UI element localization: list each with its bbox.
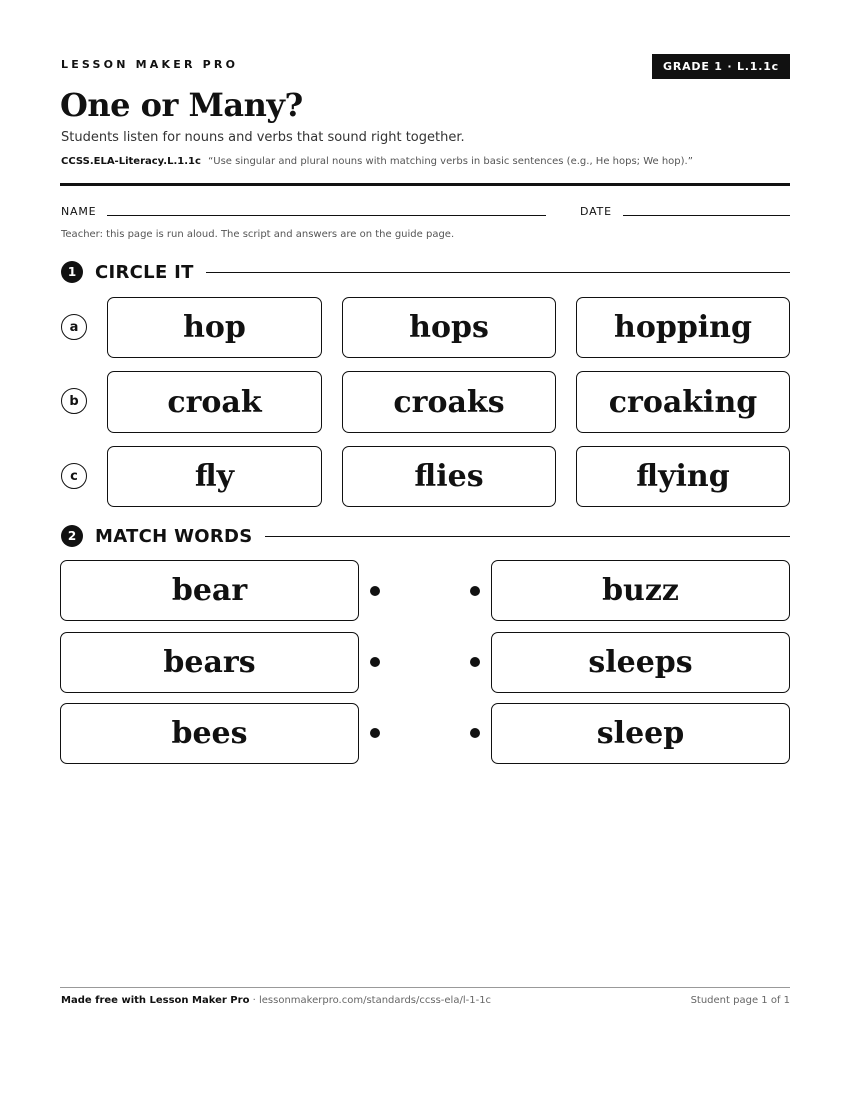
match-right-word[interactable]: buzz [491, 560, 790, 621]
section-2-number: 2 [61, 525, 83, 547]
teacher-note: Teacher: this page is run aloud. The script and answers are on the guide page. [61, 229, 455, 240]
circle-word[interactable]: croaking [576, 371, 790, 433]
page-title: One or Many? [60, 86, 303, 124]
row-letter-a: a [61, 314, 87, 340]
match-dot-right[interactable] [470, 728, 480, 738]
match-left-word[interactable]: bear [60, 560, 359, 621]
match-right-word[interactable]: sleep [491, 703, 790, 764]
footer-credit [61, 995, 491, 1006]
row-letter-b: b [61, 388, 87, 414]
match-left-word[interactable]: bears [60, 632, 359, 693]
match-dot-right[interactable] [470, 657, 480, 667]
grade-badge: GRADE 1 · L.1.1c [652, 54, 790, 79]
circle-word[interactable]: flies [342, 446, 556, 507]
footer-url[interactable]: · lessonmakerpro.com/standards/ccss-ela/l-1-1c [252, 995, 492, 1006]
match-dot-left[interactable] [370, 657, 380, 667]
circle-word[interactable]: fly [107, 446, 322, 507]
date-label: DATE [580, 205, 612, 218]
match-dot-left[interactable] [370, 728, 380, 738]
section-1-header [61, 260, 790, 284]
footer-page-number: Student page 1 of 1 [690, 995, 790, 1006]
circle-word[interactable]: croak [107, 371, 322, 433]
row-letter-c: c [61, 463, 87, 489]
page-subtitle: Students listen for nouns and verbs that sound right together. [61, 130, 465, 145]
name-field[interactable] [107, 215, 546, 216]
section-2-title: MATCH WORDS [95, 525, 253, 547]
header-divider [60, 183, 790, 186]
circle-word[interactable]: flying [576, 446, 790, 507]
circle-word[interactable]: hops [342, 297, 556, 358]
standard-line [61, 156, 693, 167]
section-2-rule [265, 536, 791, 537]
circle-word[interactable]: hopping [576, 297, 790, 358]
match-dot-left[interactable] [370, 586, 380, 596]
circle-word[interactable]: croaks [342, 371, 556, 433]
section-1-number: 1 [61, 261, 83, 283]
circle-word[interactable]: hop [107, 297, 322, 358]
match-right-word[interactable]: sleeps [491, 632, 790, 693]
footer-divider [60, 987, 790, 988]
name-label: NAME [61, 205, 97, 218]
match-left-word[interactable]: bees [60, 703, 359, 764]
section-1-title: CIRCLE IT [95, 261, 194, 283]
section-2-header [61, 524, 790, 548]
date-field[interactable] [623, 215, 790, 216]
section-1-rule [206, 272, 790, 273]
match-dot-right[interactable] [470, 586, 480, 596]
standard-quote: “Use singular and plural nouns with matching verbs in basic sentences (e.g., He hops; We hop).” [208, 156, 693, 167]
footer-made-with: Made free with Lesson Maker Pro [61, 995, 250, 1006]
standard-code: CCSS.ELA-Literacy.L.1.1c [61, 156, 201, 167]
brand-name: LESSON MAKER PRO [61, 58, 239, 71]
